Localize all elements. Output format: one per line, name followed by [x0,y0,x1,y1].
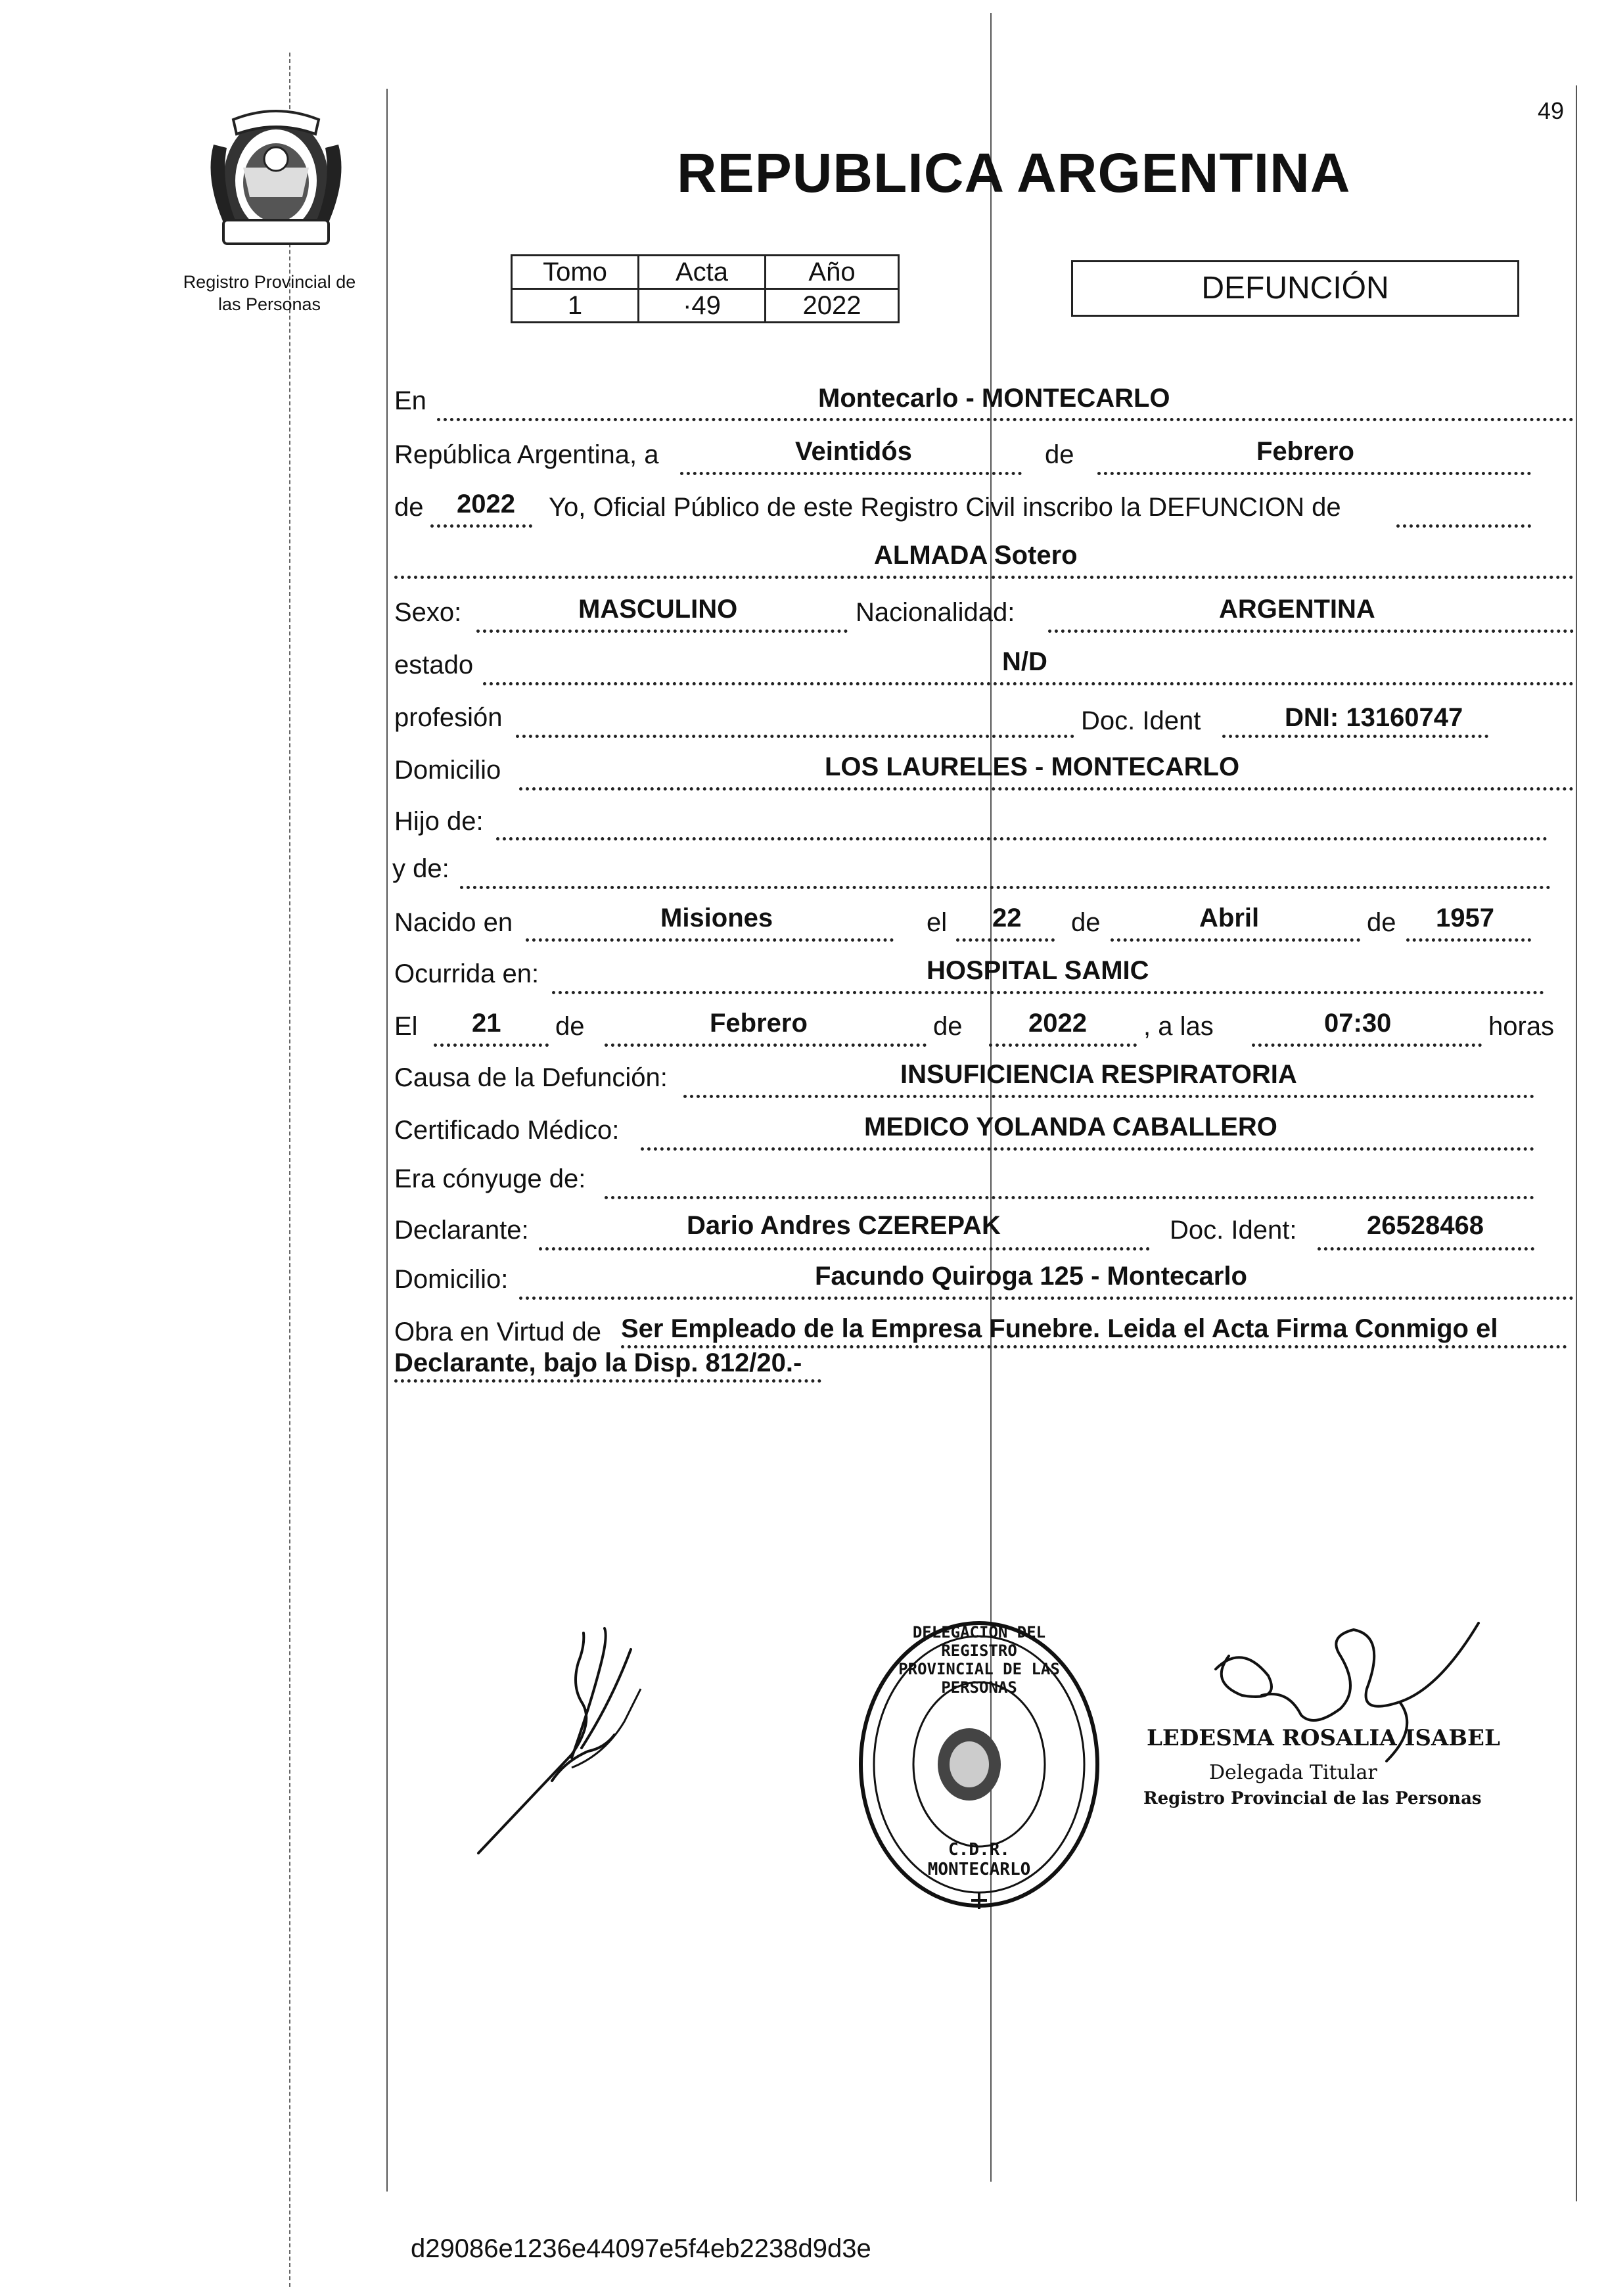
day-dotted-line [680,472,1022,475]
anio-value: 2022 [766,289,899,323]
certificado-dotted-line [641,1147,1534,1151]
causa-label: Causa de la Defunción: [394,1063,668,1092]
book-reference-table [511,254,900,323]
obra-line-2: Declarante, bajo la Disp. 812/20.- [394,1348,802,1377]
doc2-label: Doc. Ident: [1170,1216,1297,1245]
declarante-dotted-line [539,1247,1150,1251]
page-number: 49 [1538,97,1565,124]
stamp-inner-text: C.D.R. MONTECARLO [927,1840,1031,1879]
document-hash: d29086e1236e44097e5f4eb2238d9d3e [411,2234,871,2263]
tomo-value: 1 [512,289,639,323]
death-day-value: 21 [472,1009,501,1038]
deceased-name-value: ALMADA Sotero [874,541,1078,570]
anio-header: Año [766,256,899,289]
place-dotted-line [437,418,1574,421]
ocurrida-dotted-line [552,991,1544,994]
de-label-6: de [933,1012,963,1041]
obra-dotted-line-2 [394,1379,821,1383]
de-label-3: de [1071,908,1101,937]
declarant-signature [473,1623,657,1860]
hora-value: 07:30 [1324,1009,1392,1038]
alas-label: , a las [1143,1012,1214,1041]
nacido-label: Nacido en [394,908,513,937]
death-month-value: Febrero [710,1009,808,1038]
year-dotted-line [430,524,532,528]
tomo-header: Tomo [512,256,639,289]
stamp-outer-text: DELEGACION DEL REGISTRO PROVINCIAL DE LAS PERSONAS [898,1623,1060,1697]
nacionalidad-value: ARGENTINA [1219,595,1375,624]
hijo-label: Hijo de: [394,807,484,836]
ocurrida-label: Ocurrida en: [394,959,539,988]
estado-value: N/D [1002,647,1047,676]
birth-year-value: 1957 [1436,904,1494,932]
oficial-dotted-line [1396,524,1531,528]
y-de-label: y de: [392,854,449,883]
death-day-dotted-line [434,1044,549,1047]
domicilio-label: Domicilio [394,756,501,785]
birth-year-dotted-line [1406,938,1531,942]
conyuge-dotted-line [605,1196,1534,1199]
birth-day-dotted-line [956,938,1055,942]
estado-dotted-line [483,682,1574,685]
death-month-dotted-line [605,1044,927,1047]
official-stamp [854,1617,1104,1912]
nacido-value: Misiones [660,904,773,932]
acta-value: ·49 [639,289,766,323]
declarante-value: Dario Andres CZEREPAK [687,1211,1001,1240]
obra-line-1: Ser Empleado de la Empresa Funebre. Leida el Acta Firma Conmigo el [621,1314,1498,1343]
month-dotted-line [1097,472,1531,475]
republica-label: República Argentina, a [394,440,659,469]
conyuge-label: Era cónyuge de: [394,1164,586,1193]
signatory-name: LEDESMA ROSALIA ISABEL [1147,1725,1500,1751]
de-label-2: de [394,493,424,522]
nacido-dotted-line [526,938,894,942]
domicilio-dotted-line [519,787,1574,791]
horas-label: horas [1488,1012,1555,1041]
declarante-label: Declarante: [394,1216,529,1245]
causa-value: INSUFICIENCIA RESPIRATORIA [900,1060,1297,1089]
misiones-seal-logo [197,105,355,256]
sexo-value: MASCULINO [578,595,738,624]
signatory-org: Registro Provincial de las Personas [1143,1789,1482,1808]
estado-label: estado [394,651,474,679]
doc-value: DNI: 13160747 [1285,703,1463,732]
causa-dotted-line [683,1095,1534,1098]
nacionalidad-dotted-line [1048,630,1574,633]
birth-day-value: 22 [992,904,1022,932]
profesion-dotted-line [516,735,1074,738]
oficial-text: Yo, Oficial Público de este Registro Civil inscribo la DEFUNCION de [549,493,1341,522]
certificado-value: MEDICO YOLANDA CABALLERO [864,1113,1277,1141]
el2-label: El [394,1012,418,1041]
doc2-value: 26528468 [1367,1211,1484,1240]
de-label-1: de [1045,440,1074,469]
binding-perforation-line [289,53,290,2287]
year-value: 2022 [457,490,515,518]
domicilio2-value: Facundo Quiroga 125 - Montecarlo [815,1262,1247,1291]
registry-line-2: las Personas [218,294,321,314]
death-year-value: 2022 [1028,1009,1087,1038]
domicilio2-dotted-line [519,1297,1574,1300]
ocurrida-value: HOSPITAL SAMIC [927,956,1149,985]
birth-month-dotted-line [1111,938,1360,942]
certificado-label: Certificado Médico: [394,1116,620,1145]
day-words-value: Veintidós [795,437,912,466]
nacionalidad-label: Nacionalidad: [856,598,1015,627]
right-margin-line [1576,85,1577,2201]
death-year-dotted-line [989,1044,1137,1047]
registry-label [164,271,375,315]
el-label: el [927,908,948,937]
de-label-4: de [1367,908,1396,937]
registry-line-1: Registro Provincial de [183,272,356,292]
place-value: Montecarlo - MONTECARLO [818,384,1170,413]
left-margin-line [386,89,388,2192]
sexo-label: Sexo: [394,598,462,627]
month-value: Febrero [1256,437,1354,466]
acta-header: Acta [639,256,766,289]
page-title: REPUBLICA ARGENTINA [677,142,1351,204]
signatory-role: Delegada Titular [1209,1761,1377,1784]
en-label: En [394,386,426,415]
doc-dotted-line [1222,735,1488,738]
doc-label: Doc. Ident [1081,706,1201,735]
doc2-dotted-line [1318,1247,1534,1251]
y-de-dotted-line [460,886,1551,889]
hora-dotted-line [1252,1044,1482,1047]
domicilio-value: LOS LAURELES - MONTECARLO [825,752,1240,781]
obra-label: Obra en Virtud de [394,1318,602,1346]
profesion-label: profesión [394,703,503,732]
de-label-5: de [555,1012,585,1041]
domicilio2-label: Domicilio: [394,1265,509,1294]
name-dotted-line [394,576,1574,579]
sexo-dotted-line [476,630,848,633]
hijo-dotted-line [496,837,1548,840]
record-type-box: DEFUNCIÓN [1071,260,1519,317]
birth-month-value: Abril [1199,904,1260,932]
